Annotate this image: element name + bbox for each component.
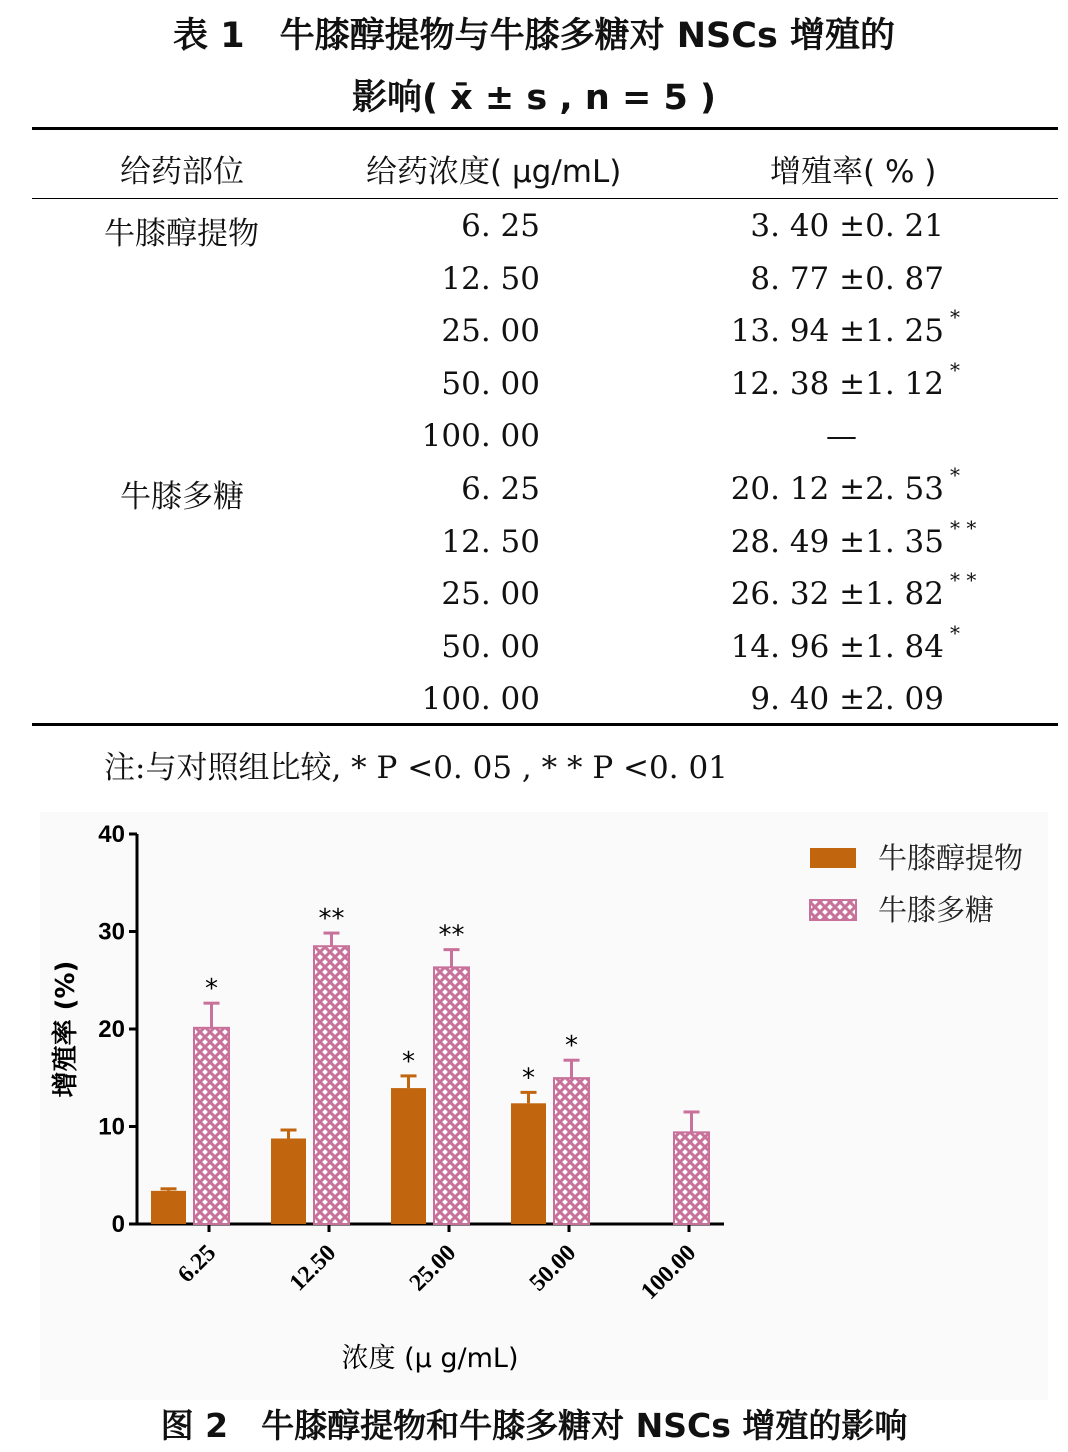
header-site: 给药部位	[120, 154, 244, 190]
table-bottom-rule	[32, 723, 1058, 726]
y-tick-label: 30	[98, 918, 125, 946]
significance-label: *	[522, 1063, 535, 1094]
significance-label: **	[438, 920, 465, 951]
significance-mark: * *	[950, 568, 977, 593]
figure-chart	[40, 812, 1048, 1400]
row-group-label: 牛膝醇提物	[104, 216, 259, 252]
table-top-rule	[32, 127, 1058, 130]
bar	[674, 1132, 709, 1224]
bar	[271, 1138, 306, 1224]
bar	[434, 967, 469, 1224]
x-tick-label: 6.25	[173, 1239, 222, 1288]
bar	[511, 1103, 546, 1224]
legend-swatch	[810, 900, 856, 920]
x-tick-label: 50.00	[524, 1239, 582, 1297]
significance-mark: *	[950, 463, 960, 487]
row-concentration: 6. 25	[461, 208, 540, 244]
row-concentration: 25. 00	[441, 576, 540, 613]
row-concentration: 12. 50	[441, 260, 540, 297]
bar-chart	[40, 812, 1048, 1400]
significance-mark: *	[950, 357, 960, 382]
header-rate: 增殖率( % )	[770, 154, 937, 190]
row-concentration: 50. 00	[441, 365, 540, 402]
row-concentration: 50. 00	[441, 628, 540, 665]
significance-mark: *	[950, 620, 960, 645]
y-tick-label: 20	[98, 1016, 125, 1043]
significance-label: *	[565, 1031, 578, 1062]
significance-label: *	[205, 974, 218, 1005]
table-title-line-1: 表 1 牛膝醇提物与牛膝多糖对 NSCs 增殖的	[173, 16, 895, 56]
row-concentration: 100. 00	[421, 681, 540, 718]
row-group-label: 牛膝多糖	[120, 479, 244, 515]
x-axis-title: 浓度 (μ g/mL)	[341, 1343, 519, 1374]
x-tick-label: 12.50	[284, 1239, 342, 1297]
significance-label: **	[318, 904, 345, 935]
y-tick-label: 10	[98, 1113, 125, 1141]
bar	[151, 1191, 186, 1224]
row-concentration: 100. 00	[421, 418, 540, 455]
figure-caption: 图 2 牛膝醇提物和牛膝多糖对 NSCs 增殖的影响	[160, 1406, 908, 1445]
legend-swatch	[810, 848, 856, 868]
significance-label: *	[402, 1046, 415, 1077]
significance-mark: * *	[950, 515, 977, 540]
x-tick-label: 100.00	[636, 1239, 702, 1305]
bar	[554, 1078, 589, 1224]
bar	[314, 946, 349, 1224]
y-tick-label: 40	[98, 821, 125, 848]
table-title-line-2: 影响( x̄ ± s , n = 5 )	[351, 78, 717, 118]
row-concentration: 6. 25	[461, 471, 540, 507]
bar	[391, 1088, 426, 1224]
y-axis-title: 增殖率 (%)	[51, 960, 81, 1098]
table-header-rule	[32, 198, 1058, 199]
legend-label: 牛膝醇提物	[878, 841, 1024, 875]
y-tick-label: 0	[111, 1211, 125, 1238]
row-concentration: 25. 00	[441, 313, 540, 350]
x-tick-label: 25.00	[404, 1239, 462, 1297]
bar	[194, 1028, 229, 1224]
significance-mark: *	[950, 305, 960, 330]
header-concentration: 给药浓度( μg/mL)	[366, 154, 622, 190]
row-concentration: 12. 50	[441, 523, 540, 560]
legend-label: 牛膝多糖	[878, 893, 995, 927]
table-note: 注:与对照组比较, * P <0. 05 , * * P <0. 01	[104, 750, 728, 786]
